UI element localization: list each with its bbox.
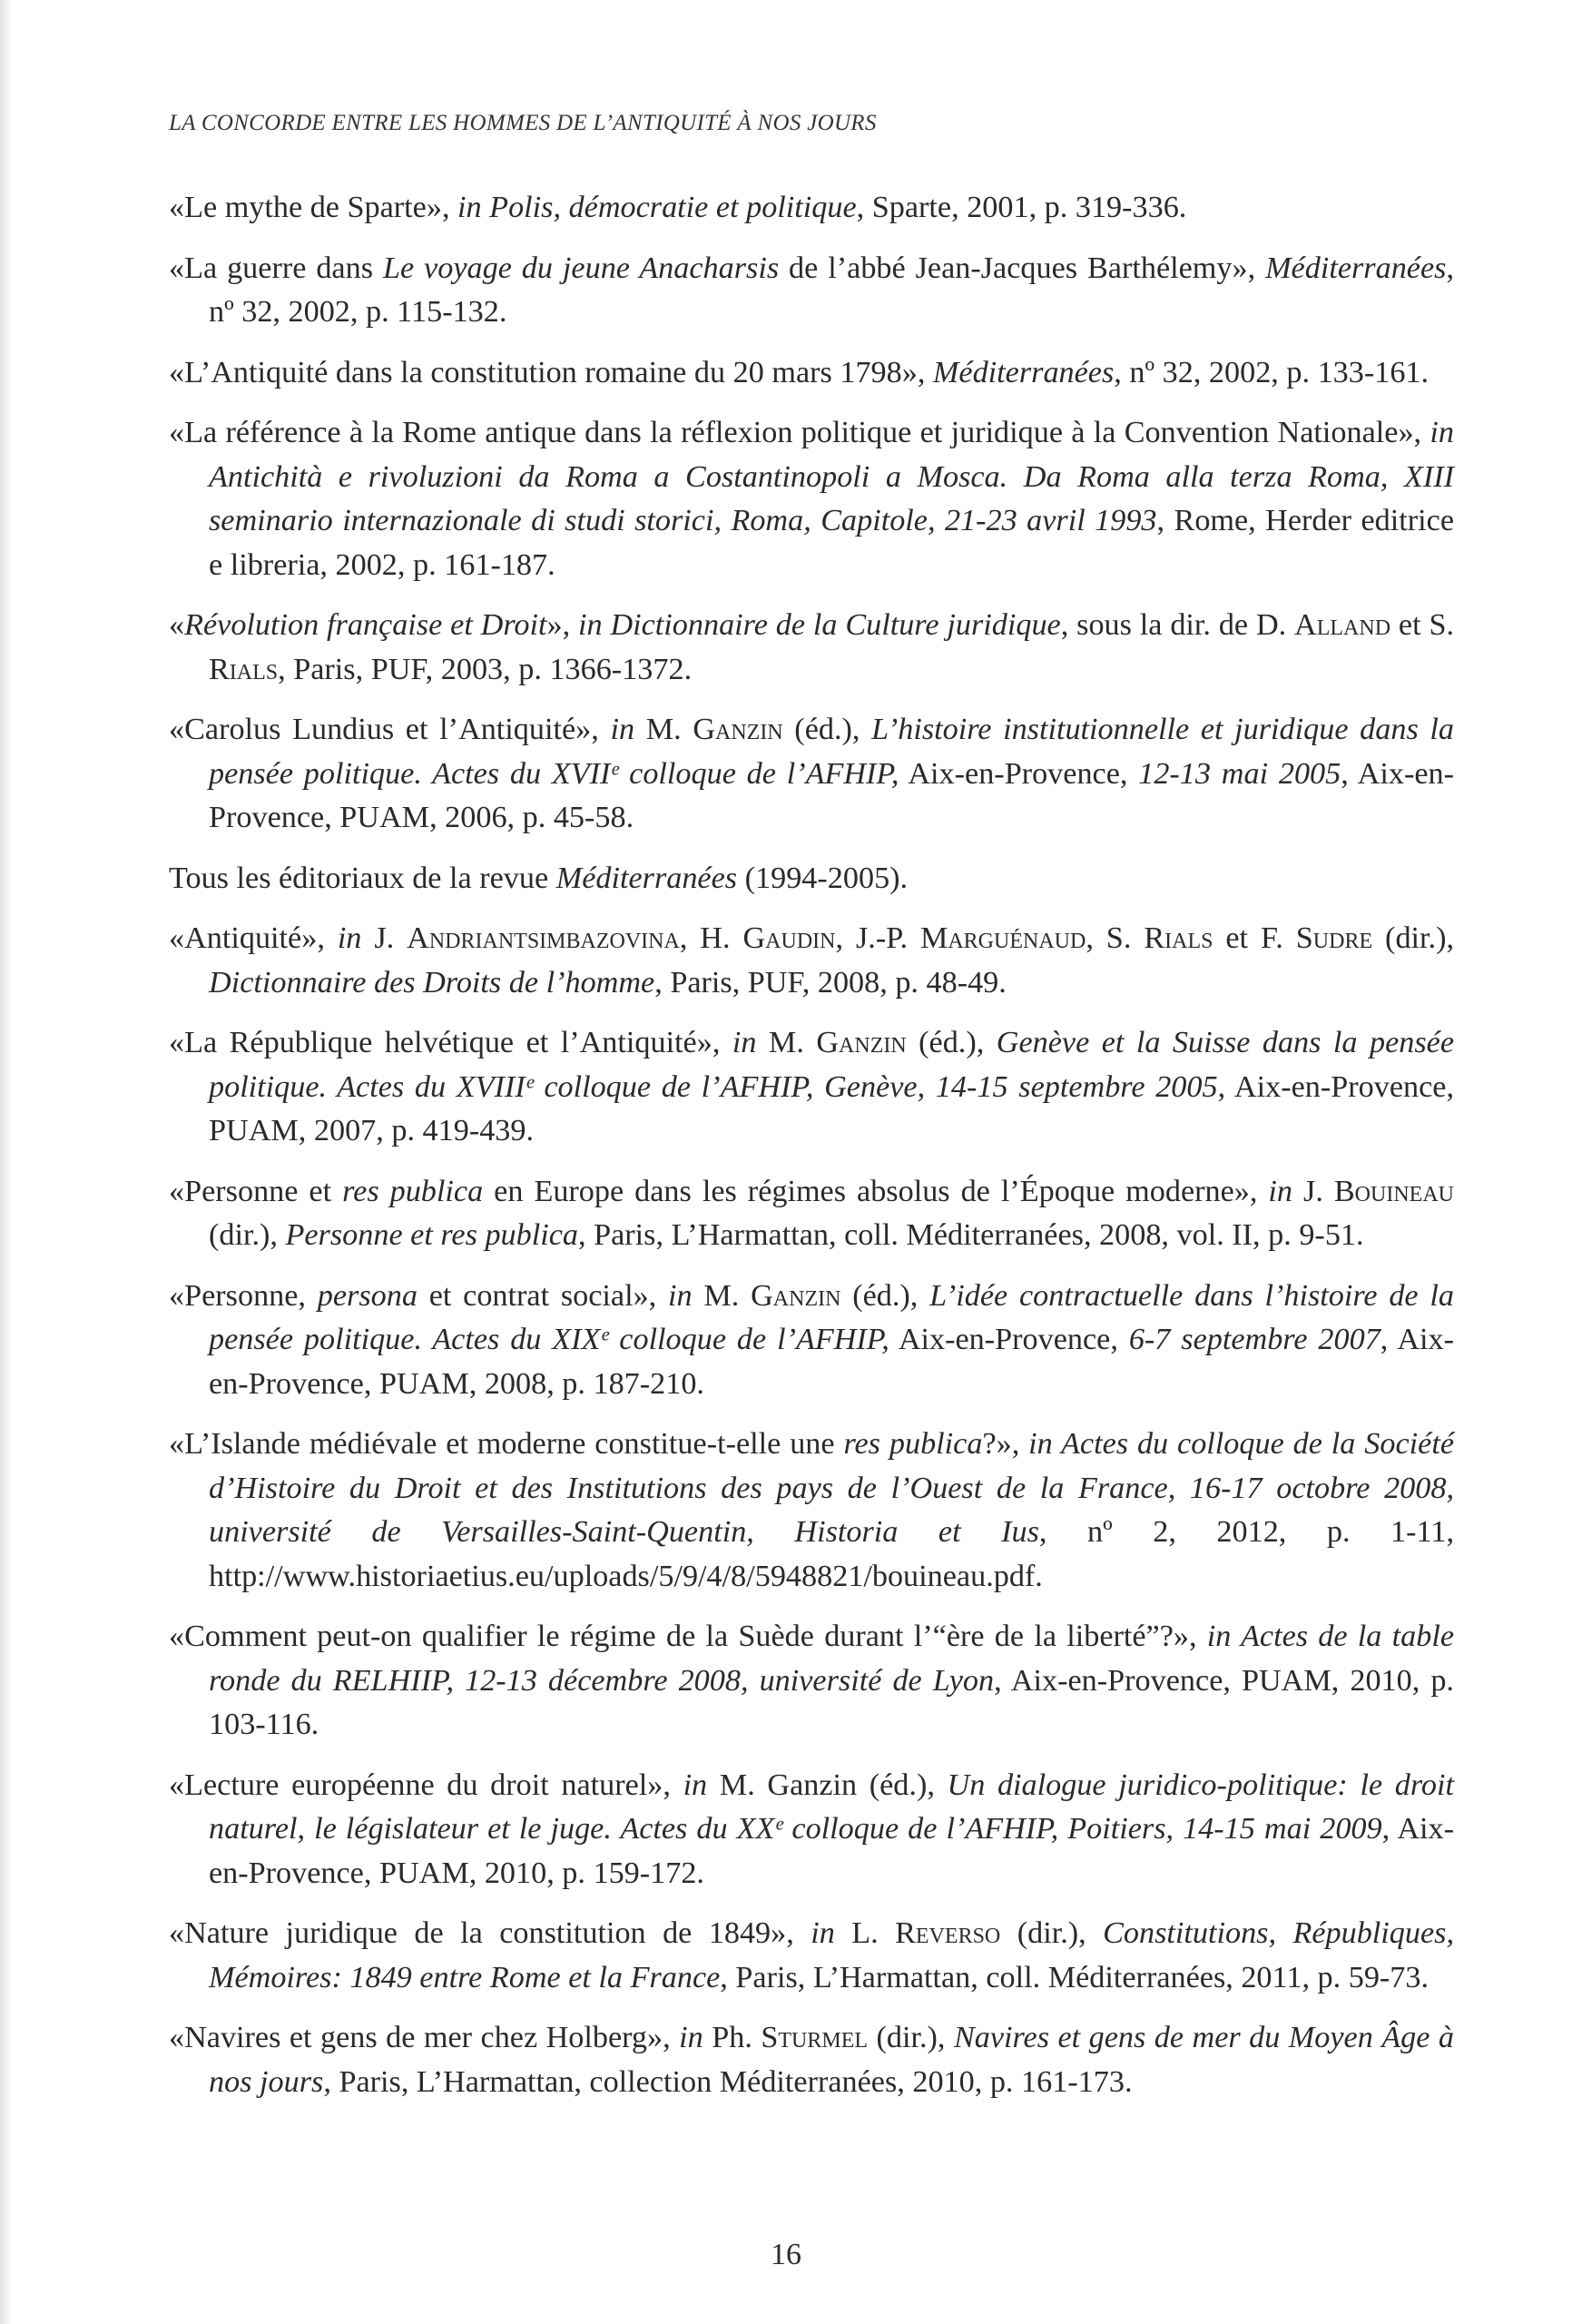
entry-text: «Comment peut-on qualifier le régime de la Suède durant l’“ère de la liberté”?», bbox=[169, 1620, 1207, 1653]
entry-text: «L’Islande médiévale et moderne constitue-t-elle une bbox=[169, 1427, 844, 1461]
entry-text: (dir.), bbox=[209, 1218, 286, 1252]
entry-author-name: Reverso bbox=[895, 1916, 1001, 1950]
entry-text: «La République helvétique et l’Antiquité», bbox=[169, 1026, 732, 1059]
entry-italic-text: in Dictionnaire de la Culture juridique bbox=[578, 608, 1061, 642]
entry-italic-text: Méditerranées bbox=[1265, 251, 1447, 285]
entry-text: , Paris, L’Harmattan, coll. Méditerranées, 2008, vol. II, p. 9-51. bbox=[578, 1218, 1364, 1252]
page-gutter-shadow bbox=[0, 0, 13, 2324]
entry-text: «Lecture européenne du droit naturel», bbox=[169, 1768, 683, 1802]
entry-text: , Paris, PUF, 2008, p. 48-49. bbox=[654, 965, 1007, 1000]
entry-author-name: Ganzin bbox=[693, 713, 783, 746]
entry-italic-text: 12-13 mai 2005 bbox=[1138, 756, 1341, 791]
entry-text: , sous la dir. de D. bbox=[1060, 608, 1295, 642]
entry-text: Tous les éditoriaux de la revue bbox=[169, 861, 556, 895]
bibliography-entry bbox=[169, 917, 1454, 1005]
entry-author-name: Ganzin bbox=[751, 1278, 841, 1313]
entry-text: (dir.), bbox=[868, 2021, 954, 2054]
entry-text: (éd.), bbox=[840, 1278, 930, 1313]
entry-italic-text: res publica bbox=[843, 1427, 983, 1461]
bibliography-entry bbox=[169, 1275, 1454, 1407]
entry-text: «Antiquité», bbox=[169, 921, 338, 955]
entry-text: «Le mythe de Sparte», bbox=[169, 191, 458, 224]
entry-text: «La guerre dans bbox=[169, 251, 383, 285]
entry-author-name: Sturmel bbox=[761, 2021, 869, 2054]
entry-text: et contrat social», bbox=[417, 1278, 668, 1313]
entry-text: en Europe dans les régimes absolus de l’Époque moderne», bbox=[483, 1174, 1269, 1208]
entry-text: «Nature juridique de la constitution de 1849», bbox=[169, 1916, 811, 1950]
entry-text: Aix-en-Provence, bbox=[899, 756, 1139, 791]
entry-author-name: Marguénaud bbox=[919, 921, 1086, 955]
entry-italic-text: Personne et res publica bbox=[285, 1218, 578, 1252]
entry-text: (1994-2005). bbox=[737, 861, 909, 895]
entry-italic-text: Un dialogue juridico-politique: le droit naturel, le législateur et le juge. Actes du XXᵉ colloque de l’AFHIP, Poitiers, 14-15 mai 2009 bbox=[209, 1768, 1454, 1846]
entry-italic-text: Révolution française et Droit bbox=[184, 608, 547, 642]
bibliography-entry bbox=[169, 1423, 1454, 1599]
entry-text: (éd.), bbox=[782, 713, 872, 746]
entry-text: «Personne et bbox=[169, 1174, 343, 1208]
entry-text: « bbox=[169, 608, 185, 642]
entry-italic-text: in bbox=[683, 1768, 708, 1802]
entry-author-name: Rials bbox=[209, 652, 279, 686]
entry-text: , nº 32, 2002, p. 115-132. bbox=[209, 251, 1454, 329]
bibliography-entry bbox=[169, 1021, 1454, 1154]
entry-text: , J.-P. bbox=[835, 921, 920, 955]
entry-text: (dir.), bbox=[1372, 921, 1455, 955]
entry-text: M. Ganzin (éd.), bbox=[707, 1768, 948, 1802]
entry-italic-text: in bbox=[732, 1026, 757, 1059]
bibliography-entry bbox=[169, 247, 1454, 335]
entry-text: M. bbox=[692, 1278, 752, 1313]
entry-text: , H. bbox=[679, 921, 743, 955]
entry-author-name: Sudre bbox=[1295, 921, 1373, 955]
entry-italic-text: in bbox=[668, 1278, 693, 1313]
bibliography-entry bbox=[169, 1912, 1454, 2000]
bibliography-entry bbox=[169, 411, 1454, 587]
entry-italic-text: Dictionnaire des Droits de l’homme bbox=[209, 965, 655, 1000]
bibliography-entry bbox=[169, 186, 1454, 231]
entry-text: «L’Antiquité dans la constitution romaine du 20 mars 1798», bbox=[169, 355, 933, 389]
entry-author-name: Andriantsimbazovina bbox=[407, 921, 680, 955]
entry-italic-text: in Polis, démocratie et politique bbox=[457, 191, 857, 224]
entry-text: Ph. bbox=[702, 2021, 761, 2054]
bibliography-entry bbox=[169, 857, 1454, 901]
entry-italic-text: in bbox=[679, 2021, 703, 2054]
bibliography-entry bbox=[169, 1170, 1454, 1258]
running-header: LA CONCORDE ENTRE LES HOMMES DE L’ANTIQUITÉ À NOS JOURS bbox=[169, 111, 877, 135]
entry-text: ?», bbox=[982, 1427, 1029, 1461]
bibliography-entry bbox=[169, 2016, 1454, 2104]
entry-italic-text: L’histoire institutionnelle et juridique dans la pensée politique. Actes du XVIIᵉ colloque de l’AFHIP, bbox=[209, 713, 1454, 791]
entry-text: J. bbox=[361, 921, 408, 955]
entry-text: , nº 32, 2002, p. 133-161. bbox=[1114, 355, 1430, 389]
bibliography-list bbox=[169, 186, 1454, 2121]
entry-italic-text: Constitutions, Républiques, Mémoires: 1849 entre Rome et la France bbox=[209, 1916, 1455, 1994]
entry-text: «Personne, bbox=[169, 1278, 318, 1313]
entry-italic-text: res publica bbox=[342, 1174, 484, 1208]
entry-italic-text: in Actes de la table ronde du RELHIIP, 12-13 décembre 2008, université de Lyon bbox=[209, 1620, 1454, 1698]
entry-text: , Sparte, 2001, p. 319-336. bbox=[856, 191, 1187, 224]
entry-text: , Rome, Herder editrice e libreria, 2002, p. 161-187. bbox=[209, 504, 1455, 582]
entry-italic-text: Navires et gens de mer du Moyen Âge à nos jours bbox=[209, 2021, 1455, 2099]
entry-italic-text: in bbox=[337, 921, 362, 955]
entry-text: , Aix-en-Provence, PUAM, 2010, p. 159-172. bbox=[209, 1812, 1454, 1890]
entry-italic-text: in bbox=[610, 713, 635, 746]
entry-italic-text: Le voyage du jeune Anacharsis bbox=[382, 251, 780, 285]
entry-text: », bbox=[546, 608, 578, 642]
entry-text: , nº 2, 2012, p. 1-11, http://www.historiaetius.eu/uploads/5/9/4/8/5948821/bouineau.pdf. bbox=[209, 1515, 1454, 1593]
entry-italic-text: Genève et la Suisse dans la pensée politique. Actes du XVIIIᵉ colloque de l’AFHIP, Genève, 14-15 septembre 2005 bbox=[209, 1026, 1454, 1104]
entry-text: (éd.), bbox=[906, 1026, 997, 1059]
entry-text: et F. bbox=[1213, 921, 1296, 955]
bibliography-entry bbox=[169, 1764, 1454, 1896]
bibliography-entry bbox=[169, 1615, 1454, 1748]
entry-text: J. bbox=[1292, 1174, 1334, 1208]
entry-text: , Paris, L’Harmattan, coll. Méditerranées, 2011, p. 59-73. bbox=[720, 1960, 1430, 1994]
bibliography-entry bbox=[169, 604, 1454, 692]
entry-text: «Carolus Lundius et l’Antiquité», bbox=[169, 713, 611, 746]
entry-text: , Aix-en-Provence, PUAM, 2008, p. 187-210. bbox=[209, 1323, 1455, 1401]
entry-text: , Aix-en-Provence, PUAM, 2006, p. 45-58. bbox=[209, 756, 1455, 834]
entry-text: , Paris, PUF, 2003, p. 1366-1372. bbox=[278, 652, 693, 686]
entry-italic-text: 6-7 septembre 2007 bbox=[1128, 1323, 1380, 1356]
bibliography-entry bbox=[169, 351, 1454, 396]
entry-italic-text: persona bbox=[317, 1278, 418, 1313]
entry-text: , Aix-en-Provence, PUAM, 2007, p. 419-439. bbox=[209, 1069, 1454, 1147]
entry-italic-text: L’idée contractuelle dans l’histoire de la pensée politique. Actes du XIXᵉ colloque de l’AFHIP, bbox=[209, 1278, 1454, 1356]
entry-author-name: Bouineau bbox=[1333, 1174, 1454, 1208]
entry-text: «La référence à la Rome antique dans la réflexion politique et juridique à la Convention Nationale», bbox=[169, 416, 1430, 449]
entry-text: Aix-en-Provence, bbox=[889, 1323, 1129, 1356]
entry-text: M. bbox=[634, 713, 693, 746]
entry-italic-text: in Actes du colloque de la Société d’Histoire du Droit et des Institutions des pays de l’Ouest de la France, 16-17 octobre 2008, université de Versailles-Saint-Quentin, Historia et Ius bbox=[209, 1427, 1455, 1549]
entry-text: (dir.), bbox=[1000, 1916, 1104, 1950]
entry-italic-text: Méditerranées bbox=[932, 355, 1115, 389]
entry-text: , Aix-en-Provence, PUAM, 2010, p. 103-116. bbox=[209, 1663, 1454, 1741]
entry-author-name: Alland bbox=[1294, 608, 1391, 642]
entry-italic-text: in bbox=[1268, 1174, 1293, 1208]
entry-italic-text: Méditerranées bbox=[555, 861, 738, 895]
page-number: 16 bbox=[771, 2238, 801, 2271]
entry-text: M. bbox=[756, 1026, 817, 1059]
entry-text: de l’abbé Jean-Jacques Barthélemy», bbox=[779, 251, 1266, 285]
entry-text: L. bbox=[834, 1916, 896, 1950]
entry-text: , S. bbox=[1086, 921, 1145, 955]
entry-author-name: Gaudin bbox=[742, 921, 836, 955]
entry-text: , Paris, L’Harmattan, collection Méditerranées, 2010, p. 161-173. bbox=[323, 2064, 1133, 2099]
entry-italic-text: in Antichità e rivoluzioni da Roma a Costantinopoli a Mosca. Da Roma alla terza Roma, XIII seminario internazionale di studi storici, Roma, Capitole, 21-23 avril 1993 bbox=[209, 416, 1454, 537]
entry-author-name: Ganzin bbox=[816, 1026, 907, 1059]
entry-author-name: Rials bbox=[1144, 921, 1213, 955]
bibliography-entry bbox=[169, 708, 1454, 841]
entry-text: «Navires et gens de mer chez Holberg», bbox=[169, 2021, 680, 2054]
entry-italic-text: in bbox=[811, 1916, 835, 1950]
entry-text: et S. bbox=[1390, 608, 1455, 642]
